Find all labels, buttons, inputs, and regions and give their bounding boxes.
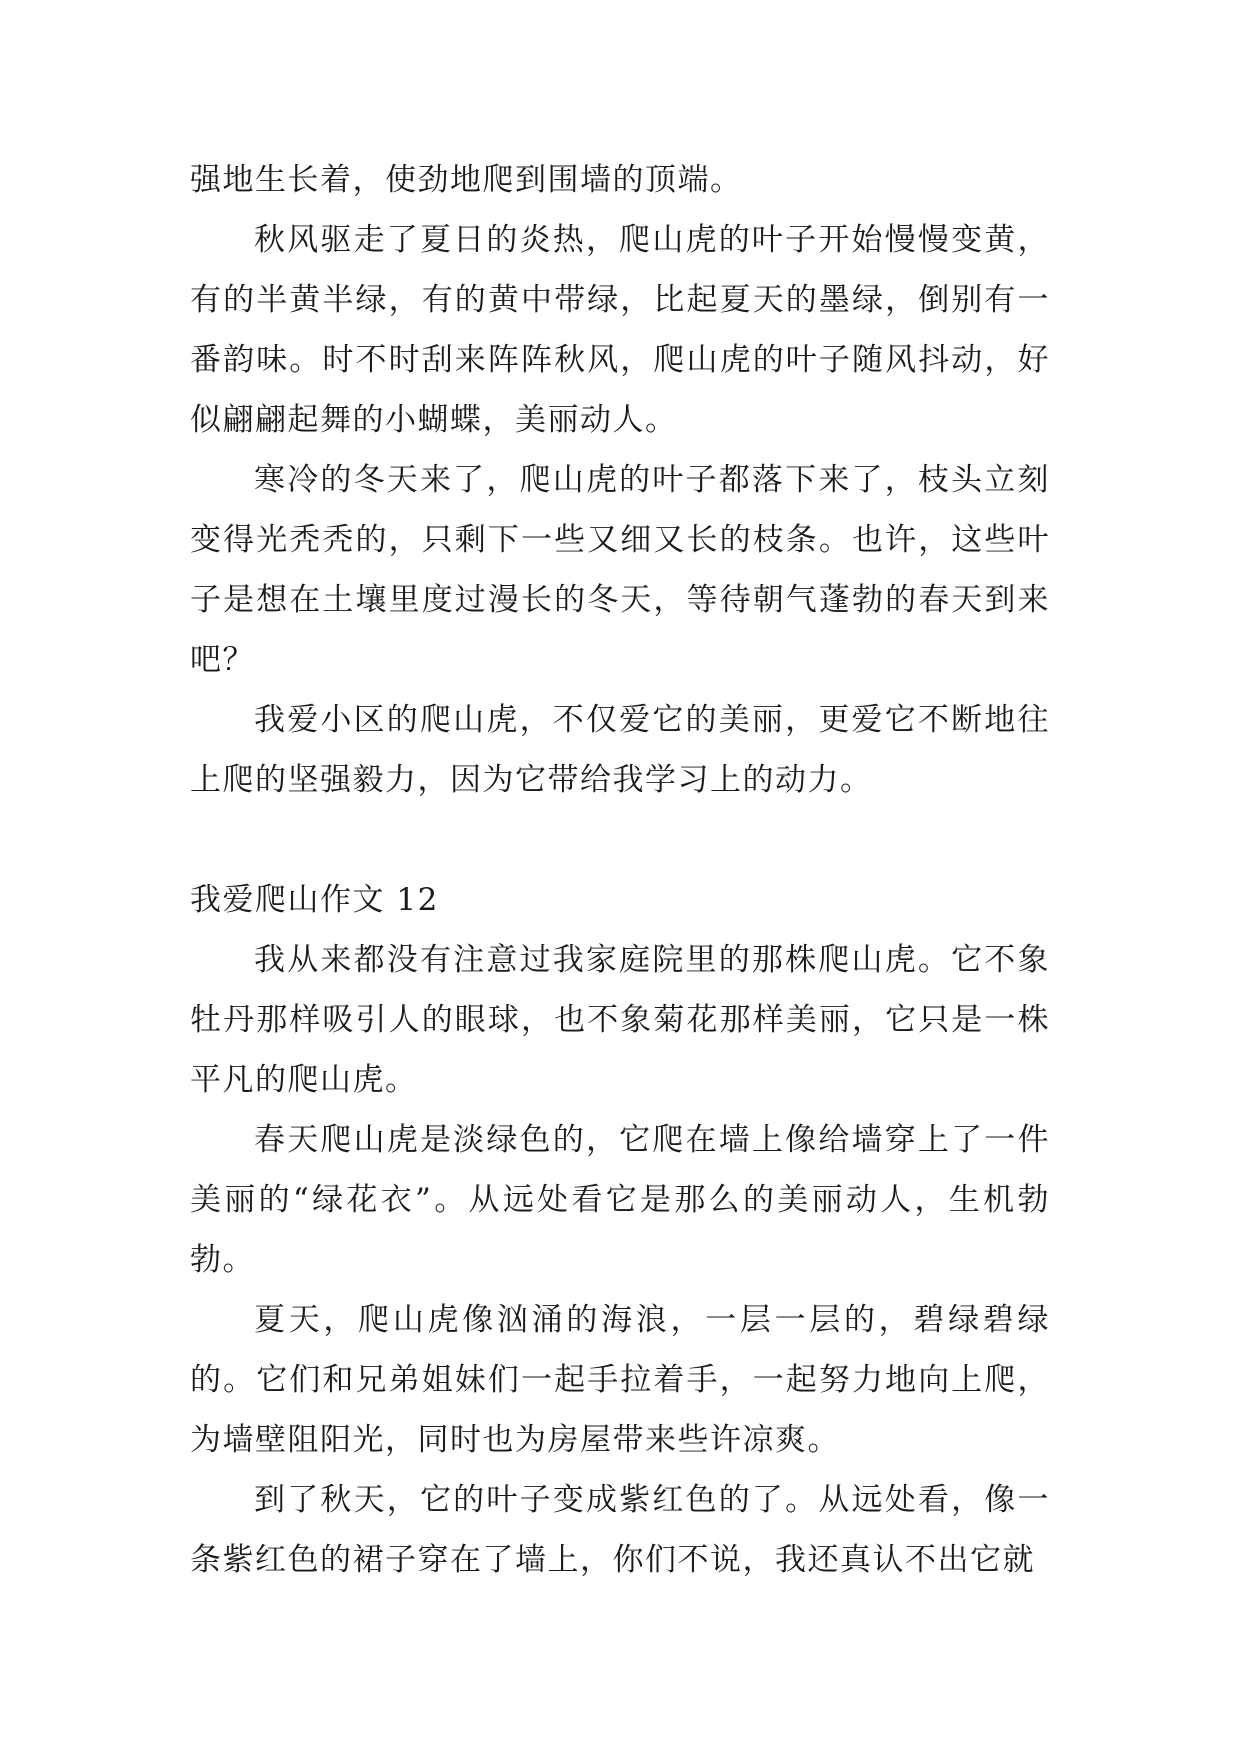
document-body [190, 150, 1050, 1590]
paragraph-autumn: 秋风驱走了夏日的炎热，爬山虎的叶子开始慢慢变黄，有的半黄半绿，有的黄中带绿，比起夏天的墨绿，倒别有一番韵味。时不时刮来阵阵秋风，爬山虎的叶子随风抖动，好似翩翩起舞的小蝴蝶，美丽动人。 [190, 222, 1050, 438]
paragraph-continuation: 强地生长着，使劲地爬到围墙的顶端。 [190, 162, 743, 198]
section-spacer [190, 810, 1050, 870]
section-title: 我爱爬山作文 12 [190, 882, 439, 918]
paragraph-spring: 春天爬山虎是淡绿色的，它爬在墙上像给墙穿上了一件美丽的“绿花衣”。从远处看它是那么的美丽动人，生机勃勃。 [190, 1122, 1050, 1278]
paragraph-intro: 我从来都没有注意过我家庭院里的那株爬山虎。它不象牡丹那样吸引人的眼球，也不象菊花那样美丽，它只是一株平凡的爬山虎。 [190, 942, 1050, 1098]
paragraph-autumn-2: 到了秋天，它的叶子变成紫红色的了。从远处看，像一条紫红色的裙子穿在了墙上，你们不说，我还真认不出它就 [190, 1482, 1050, 1578]
paragraph-conclusion: 我爱小区的爬山虎，不仅爱它的美丽，更爱它不断地往上爬的坚强毅力，因为它带给我学习上的动力。 [190, 702, 1050, 798]
paragraph-winter: 寒冷的冬天来了，爬山虎的叶子都落下来了，枝头立刻变得光秃秃的，只剩下一些又细又长的枝条。也许，这些叶子是想在土壤里度过漫长的冬天，等待朝气蓬勃的春天到来吧？ [190, 462, 1050, 678]
paragraph-summer: 夏天，爬山虎像汹涌的海浪，一层一层的，碧绿碧绿的。它们和兄弟姐妹们一起手拉着手，一起努力地向上爬，为墙壁阻阳光，同时也为房屋带来些许凉爽。 [190, 1302, 1050, 1458]
